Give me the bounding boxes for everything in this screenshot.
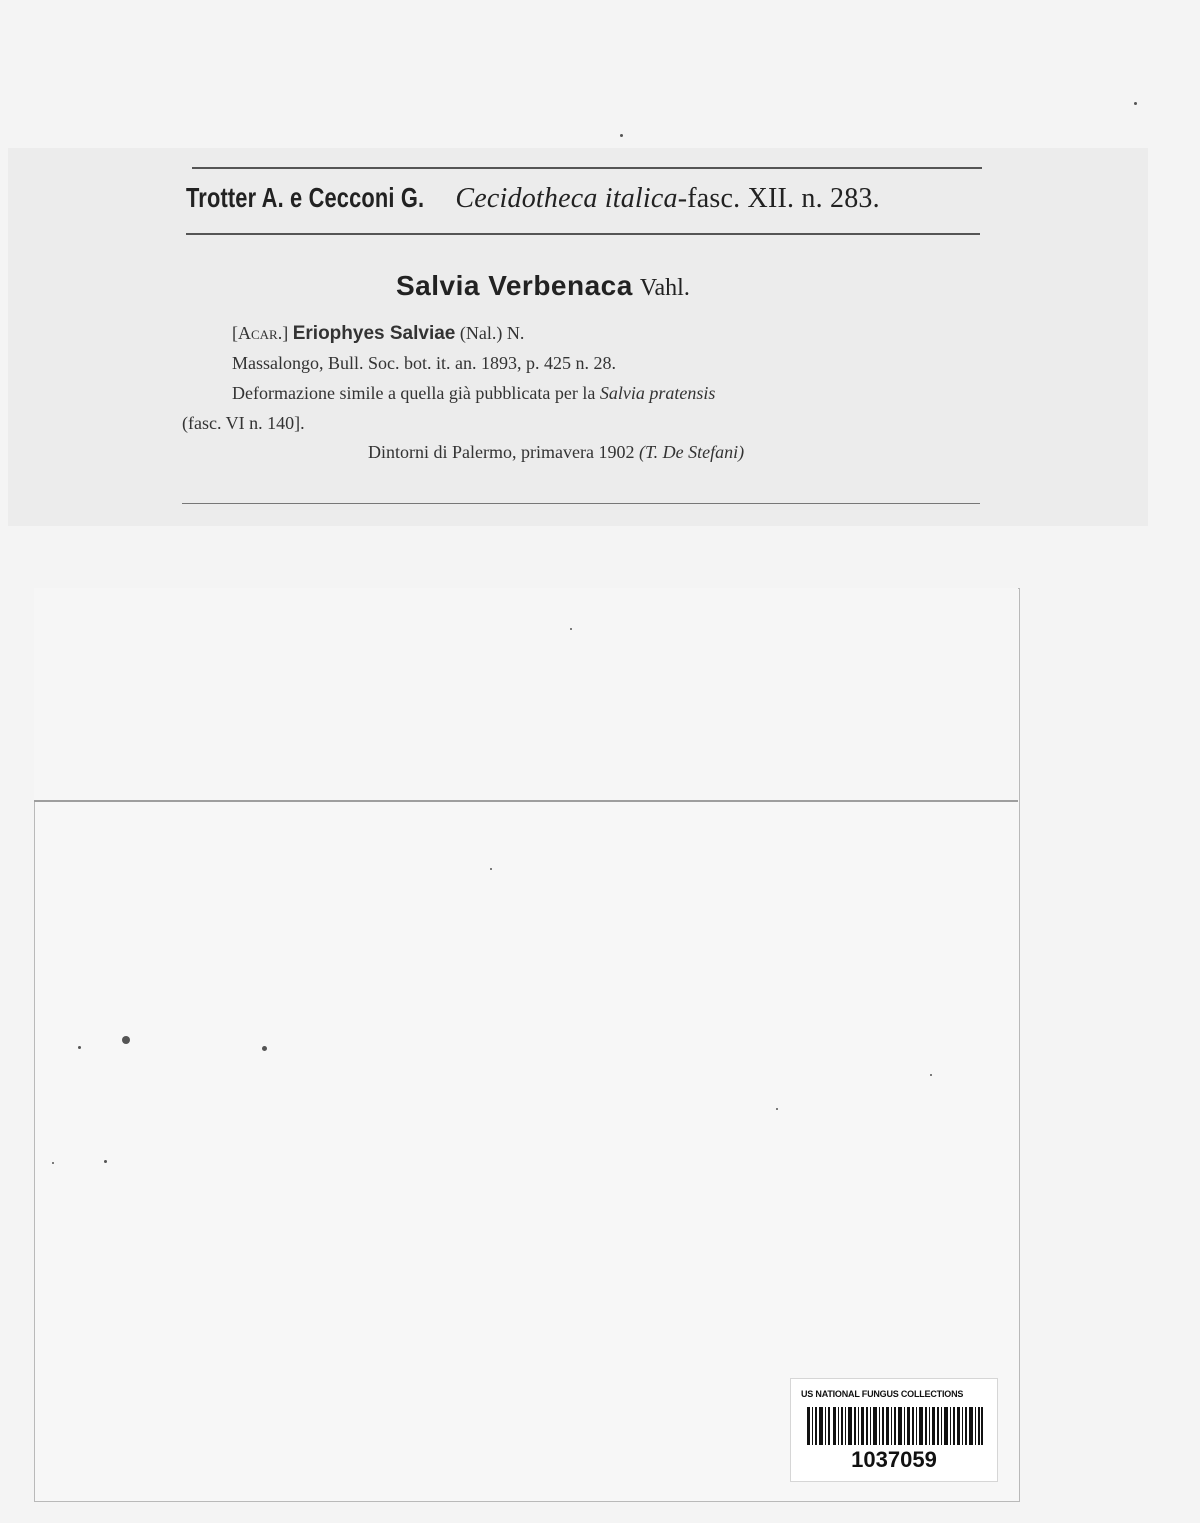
speck	[1134, 102, 1137, 105]
header-fasc: -fasc. XII. n. 283.	[677, 183, 880, 214]
speck	[490, 868, 492, 870]
speck	[930, 1074, 932, 1076]
speck	[122, 1036, 130, 1044]
gall-maker-author: (Nal.) N.	[459, 323, 525, 343]
barcode-tag	[790, 1378, 998, 1482]
header-bottom-rule	[186, 233, 980, 235]
packet-flap	[34, 588, 1018, 802]
gall-maker-name: Eriophyes Salviae	[292, 323, 456, 344]
speck	[104, 1160, 107, 1163]
speck	[78, 1046, 81, 1049]
host-author: Vahl.	[639, 275, 690, 301]
description-text: Deformazione simile a quella già pubblicata per la	[232, 383, 596, 403]
gall-maker-line	[232, 323, 524, 345]
speck	[262, 1046, 267, 1051]
label-bottom-rule	[182, 503, 980, 504]
label-header	[186, 182, 986, 215]
locality-line	[368, 442, 744, 463]
speck	[570, 628, 572, 630]
header-series: Cecidotheca italica	[455, 183, 678, 214]
description-line-1	[232, 383, 715, 404]
speck	[620, 134, 623, 137]
label-top-rule	[192, 167, 982, 169]
header-authors: Trotter A. e Cecconi G.	[186, 182, 425, 213]
group-label: [Acar.]	[232, 323, 289, 343]
host-name: Salvia Verbenaca	[396, 270, 633, 301]
host-species	[396, 270, 690, 303]
barcode-icon	[807, 1407, 983, 1445]
description-species: Salvia pratensis	[599, 383, 716, 403]
reference-line: Massalongo, Bull. Soc. bot. it. an. 1893, p. 425 n. 28.	[232, 353, 616, 373]
description-line-2: (fasc. VI n. 140].	[182, 413, 305, 433]
speck	[776, 1108, 778, 1110]
barcode-number: 1037059	[851, 1447, 937, 1472]
barcode-institution: US NATIONAL FUNGUS COLLECTIONS	[801, 1389, 964, 1399]
locality: Dintorni di Palermo, primavera 1902	[368, 442, 635, 462]
collector: (T. De Stefani)	[638, 442, 745, 462]
speck	[52, 1162, 54, 1164]
